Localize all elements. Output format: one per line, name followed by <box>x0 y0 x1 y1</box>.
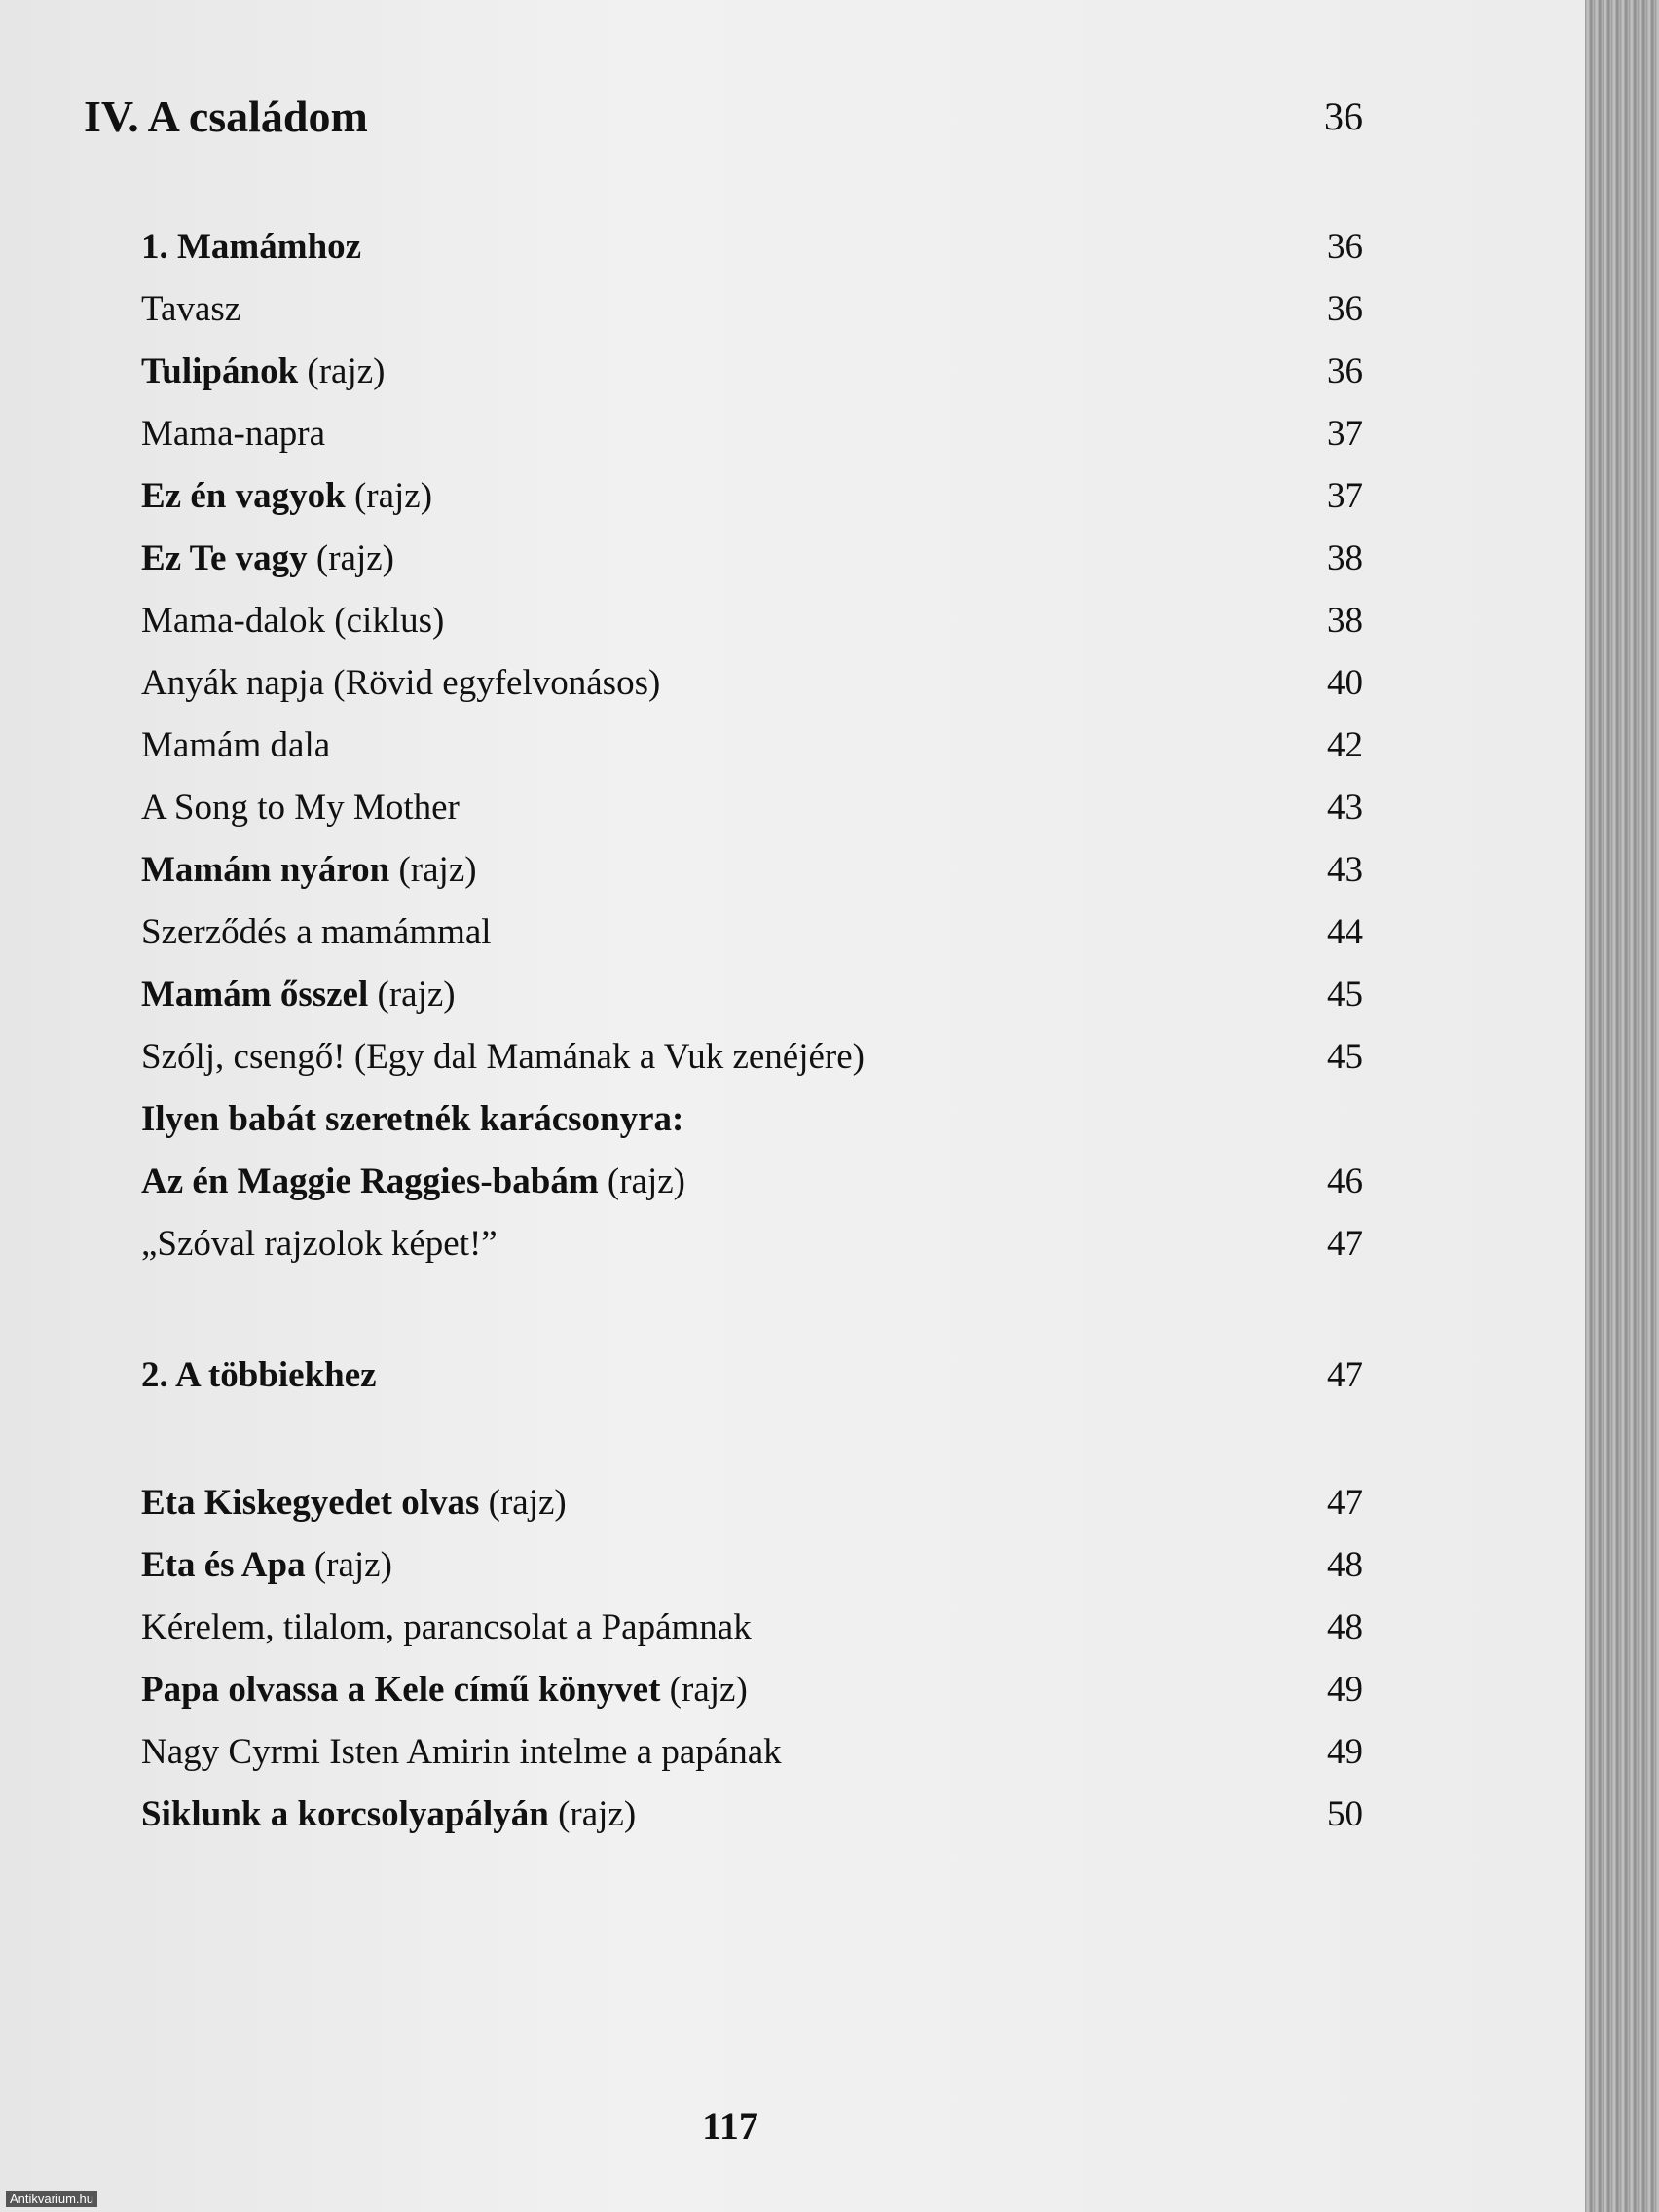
toc-entry <box>0 528 1585 590</box>
entry-page: 48 <box>1327 1607 1363 1647</box>
toc-entry <box>0 964 1585 1026</box>
toc-entry <box>0 839 1585 902</box>
toc-entry <box>0 1659 1585 1721</box>
toc-entry <box>0 1213 1585 1275</box>
entry-title: Eta Kiskegyedet olvas <box>141 1483 480 1523</box>
toc-entry <box>0 403 1585 465</box>
entry-title: Papa olvassa a Kele című könyvet <box>141 1670 661 1710</box>
entry-page: 47 <box>1327 1483 1363 1523</box>
entry-page: 37 <box>1327 476 1363 516</box>
watermark: Antikvarium.hu <box>6 2191 97 2207</box>
entry-title: Siklunk a korcsolyapályán <box>141 1794 549 1834</box>
entry-page: 38 <box>1327 538 1363 578</box>
entry-title: „Szóval rajzolok képet!” <box>141 1224 498 1264</box>
entry-title: Mama-napra <box>141 414 326 454</box>
toc-entry <box>0 341 1585 403</box>
entry-page: 36 <box>1327 227 1363 267</box>
entry-title: 1. Mamámhoz <box>141 227 362 267</box>
entry-suffix: (rajz) <box>488 1483 567 1523</box>
section-title: IV. A családom <box>84 92 368 141</box>
entry-title: Ez Te vagy <box>141 538 308 578</box>
entry-page: 49 <box>1327 1670 1363 1710</box>
entry-suffix: (rajz) <box>377 975 456 1014</box>
entry-title: Nagy Cyrmi Isten Amirin intelme a papának <box>141 1732 782 1772</box>
entry-title: Mamám dala <box>141 725 331 765</box>
toc-entry <box>0 1345 1585 1407</box>
entry-title: Szólj, csengő! (Egy dal Mamának a Vuk zenéjére) <box>141 1037 865 1077</box>
entry-page: 36 <box>1327 289 1363 329</box>
toc-entry <box>0 1597 1585 1659</box>
entry-page: 36 <box>1327 351 1363 391</box>
entry-title: Ez én vagyok <box>141 476 346 516</box>
toc-entry <box>0 1151 1585 1213</box>
entry-suffix: (rajz) <box>315 538 394 578</box>
page-number: 117 <box>702 2104 758 2148</box>
toc-entry <box>0 715 1585 777</box>
toc-entry <box>0 1472 1585 1534</box>
entry-suffix: (rajz) <box>607 1161 685 1201</box>
entry-page: 44 <box>1327 912 1363 952</box>
entry-suffix: (rajz) <box>313 1545 392 1585</box>
entry-title: Szerződés a mamámmal <box>141 912 492 952</box>
entry-suffix: (rajz) <box>398 850 477 890</box>
toc-entry <box>0 777 1585 839</box>
page-edge-stack <box>1585 0 1659 2212</box>
entry-title: Kérelem, tilalom, parancsolat a Papámnak <box>141 1607 752 1647</box>
toc-entry <box>0 1784 1585 1846</box>
entry-title: Mama-dalok (ciklus) <box>141 601 445 641</box>
toc-entry <box>0 902 1585 964</box>
entry-title: Eta és Apa <box>141 1545 306 1585</box>
entry-title: 2. A többiekhez <box>141 1355 377 1395</box>
entry-title: Tavasz <box>141 289 241 329</box>
toc-entry <box>0 590 1585 652</box>
toc-entry <box>0 1088 1585 1151</box>
entry-page: 45 <box>1327 975 1363 1014</box>
entry-page: 40 <box>1327 663 1363 703</box>
entry-page: 43 <box>1327 850 1363 890</box>
toc-entry <box>0 1026 1585 1088</box>
entry-page: 48 <box>1327 1545 1363 1585</box>
entry-page: 47 <box>1327 1355 1363 1395</box>
entry-title: Mamám nyáron <box>141 850 390 890</box>
entry-page: 46 <box>1327 1161 1363 1201</box>
entry-title: Tulipánok <box>141 351 299 391</box>
entry-page: 45 <box>1327 1037 1363 1077</box>
toc-entry <box>0 278 1585 341</box>
toc-entry <box>0 1721 1585 1784</box>
toc-entry <box>0 652 1585 715</box>
entry-page: 50 <box>1327 1794 1363 1834</box>
entry-page: 38 <box>1327 601 1363 641</box>
entry-suffix: (rajz) <box>558 1794 637 1834</box>
section-page-number: 36 <box>1324 94 1363 138</box>
entry-suffix: (rajz) <box>307 351 386 391</box>
entry-page: 43 <box>1327 788 1363 828</box>
entry-page: 47 <box>1327 1224 1363 1264</box>
toc-entry <box>0 1534 1585 1597</box>
entry-page: 49 <box>1327 1732 1363 1772</box>
toc-entry <box>0 216 1585 278</box>
entry-suffix: (rajz) <box>353 476 433 516</box>
entry-page: 37 <box>1327 414 1363 454</box>
entry-title: Az én Maggie Raggies-babám <box>141 1161 599 1201</box>
entry-suffix: (rajz) <box>669 1670 748 1710</box>
entry-title: Anyák napja (Rövid egyfelvonásos) <box>141 663 661 703</box>
entry-title: Ilyen babát szeretnék karácsonyra: <box>141 1099 684 1139</box>
entry-page: 42 <box>1327 725 1363 765</box>
toc-entry <box>0 465 1585 528</box>
entry-title: A Song to My Mother <box>141 788 460 828</box>
entry-title: Mamám ősszel <box>141 975 369 1014</box>
